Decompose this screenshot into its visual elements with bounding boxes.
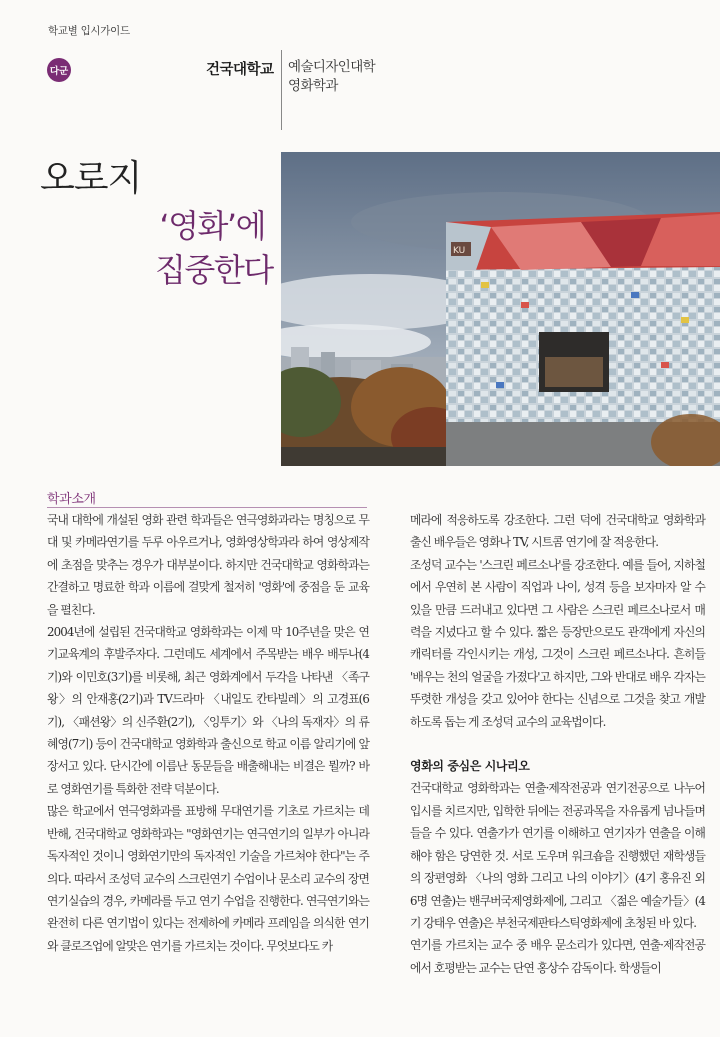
body-paragraph: 많은 학교에서 연극영화과를 표방해 무대연기를 기초로 가르치는 데 반해, 건국대학교 영화학과는 "영화연기는 연극연기의 일부가 아니라 독자적인 것이니 영화연기만의 독자적인 기술을 가르쳐야 한다"는 주의다. 따라서 조성덕 교수의 스크린연기 수업이나 문소리 교수의 장면연기실습의 경우, 카메라를 두고 연기 수업을 진행한다. 연극연기와는 완전히 다른 연기법이 있다는 전제하에 카메라 프레임을 의식한 연기와 클로즈업에 알맞은 연기를 가르치는 것이다. 무엇보다도 카: [47, 804, 369, 953]
building-sign: KU: [453, 246, 466, 256]
headline-line-3: 집중한다: [155, 251, 273, 289]
category-badge: 다군: [47, 58, 71, 82]
section-title: 학과소개: [47, 492, 96, 507]
college-name: 예술디자인대학: [288, 59, 376, 75]
page-header: [0, 0, 720, 50]
body-paragraph: 2004년에 설립된 건국대학교 영화학과는 이제 막 10주년을 맞은 연기교육계의 후발주자다. 그런데도 세계에서 주목받는 배우 배두나(4기)와 이민호(3기)를 비롯해, 최근 영화계에서 두각을 나타낸 〈족구왕〉의 안재홍(2기)과 TV드라마 〈내일도 칸타빌레〉의 고경표(6기), 〈패션왕〉의 신주환(2기), 〈잉투기〉와 〈나의 독재자〉의 류혜영(7기) 등이 건국대학교 영화학과 출신으로 학교 이름 알리기에 앞장서고 있다. 단시간에 이름난 동문들을 배출해내는 비결은 뭘까? 바로 영화연기를 특화한 전략 덕분이다.: [47, 625, 369, 796]
body-paragraph: 건국대학교 영화학과는 연출·제작전공과 연기전공으로 나누어 입시를 치르지만, 입학한 뒤에는 전공과목을 자유롭게 넘나들며 들을 수 있다. 연출가가 연기를 이해하고 연기자가 연출을 이해해야 함은 당연한 것. 서로 도우며 워크숍을 진행했던 재학생들의 장편영화 〈나의 영화 그리고 나의 이야기〉(4기 홍유진 외 6명 연출)는 밴쿠버국제영화제에, 그리고 〈젊은 예술가들〉(4기 강태우 연출)은 부천국제판타스틱영화제에 초청된 바 있다.: [410, 781, 705, 930]
body-paragraph: 국내 대학에 개설된 영화 관련 학과들은 연극영화과라는 명칭으로 무대 및 카메라연기를 두루 아우르거나, 영화영상학과라 하여 영상제작에 초점을 맞추는 경우가 대부분이다. 하지만 건국대학교 영화학과는 간결하고 명료한 학과 이름에 걸맞게 철저히 '영화'에 중점을 둔 교육을 펼친다.: [47, 513, 369, 617]
college-department: [288, 58, 375, 96]
department-name: 영화학과: [288, 78, 338, 94]
building-illustration: [281, 152, 720, 466]
body-column-right: [410, 509, 705, 979]
header-divider: [281, 50, 282, 130]
building-photo: [281, 152, 720, 466]
body-paragraph: 연기를 가르치는 교수 중 배우 문소리가 있다면, 연출·제작전공에서 호평받는 교수는 단연 홍상수 감독이다. 학생들이: [410, 938, 705, 975]
body-paragraph: 메라에 적응하도록 강조한다. 그런 덕에 건국대학교 영화학과 출신 배우들은 영화나 TV, 시트콤 연기에 잘 적응한다.: [410, 513, 705, 550]
body-column-left: [47, 509, 369, 957]
headline-accent: [155, 204, 273, 292]
headline-line-1: 오로지: [40, 158, 142, 199]
body-paragraph: 조성덕 교수는 '스크린 페르소나'를 강조한다. 예를 들어, 지하철에서 우연히 본 사람이 직업과 나이, 성격 등을 보자마자 알 수 있을 만큼 드러내고 있다면 그 사람은 스크린 페르소나로서 매력을 지녔다고 할 수 있다. 짧은 등장만으로도 관객에게 자신의 캐릭터를 각인시키는 개성, 그것이 스크린 페르소나다. 흔히들 '배우는 천의 얼굴을 가졌다'고 하지만, 그와 반대로 배우 각자는 뚜렷한 개성을 갖고 있어야 한다는 신념으로 그것을 찾고 개발하도록 돕는 게 조성덕 교수의 교육법이다.: [410, 557, 705, 729]
subheading: 영화의 중심은 시나리오: [410, 759, 530, 774]
university-name: 건국대학교: [206, 62, 274, 78]
headline-line-2: ‘영화’에: [159, 207, 265, 245]
running-header-label: 학교별 입시가이드: [48, 25, 130, 37]
section-rule: [47, 507, 367, 508]
